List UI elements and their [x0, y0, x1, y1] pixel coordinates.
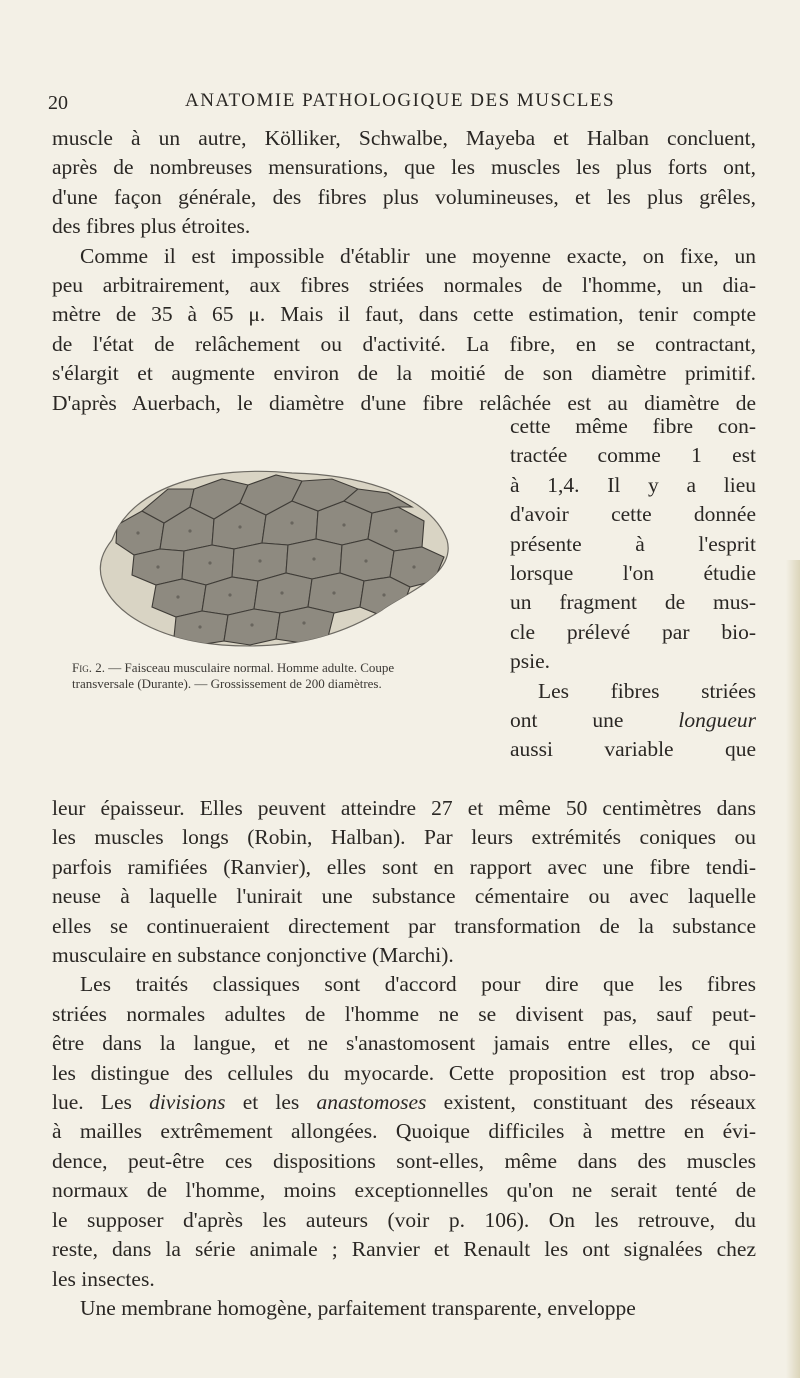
text-line: D'après Auerbach, le diamètre d'une fibre relâchée est au diamètre de	[52, 390, 756, 415]
emphasis-anastomoses: anastomoses	[316, 1090, 427, 1115]
text-line: parfois ramifiées (Ranvier), elles sont en rapport avec une fibre tendi-	[52, 854, 756, 879]
text-span: lue. Les	[52, 1090, 132, 1115]
text-line: les insectes.	[52, 1266, 155, 1291]
text-line: aussi variable que	[510, 737, 756, 762]
wrapped-text-column	[510, 412, 756, 765]
text-line: de l'état de relâchement ou d'activité. La fibre, en se contractant,	[52, 331, 756, 356]
page-number: 20	[48, 92, 68, 114]
paragraph-1	[52, 124, 756, 418]
text-span: et les	[242, 1090, 300, 1115]
text-line: à mailles extrêmement allongées. Quoique difficiles à mettre en évi-	[52, 1119, 756, 1144]
text-line	[510, 706, 756, 735]
figure-label: Fig. 2.	[72, 660, 105, 675]
emphasis-divisions: divisions	[149, 1090, 226, 1115]
text-line: le supposer d'après les auteurs (voir p. 106). On les retrouve, du	[52, 1207, 756, 1232]
caption-line	[72, 660, 492, 676]
text-line: Les fibres striées	[538, 678, 756, 703]
text-line: d'une façon générale, des fibres plus volumineuses, et les plus grêles,	[52, 184, 756, 209]
text-line: d'avoir cette donnée	[510, 502, 756, 527]
text-line: psie.	[510, 649, 551, 674]
text-span: existent, constituant des réseaux	[443, 1090, 757, 1115]
text-line: dence, peut-être ces dispositions sont-elles, même dans des muscles	[52, 1148, 756, 1173]
caption-text: — Faisceau musculaire normal. Homme adulte. Coupe	[108, 660, 395, 675]
text-line: musculaire en substance conjonctive (Marchi).	[52, 943, 454, 968]
figure-caption	[72, 660, 492, 692]
text-line: les muscles longs (Robin, Halban). Par leurs extrémités coniques ou	[52, 825, 756, 850]
text-line: elles se continueraient directement par transformation de la substance	[52, 913, 756, 938]
text-line: reste, dans la série animale ; Ranvier et Renault les ont signalées chez	[52, 1237, 756, 1262]
text-line: mètre de 35 à 65 μ. Mais il faut, dans cette estimation, tenir compte	[52, 302, 756, 327]
text-line: lorsque l'on étudie	[510, 561, 756, 586]
text-line: présente à l'esprit	[510, 531, 756, 556]
text-line: cette même fibre con-	[510, 414, 756, 438]
muscle-section-figure	[72, 445, 477, 657]
emphasis-longueur: longueur	[678, 708, 756, 733]
text-line: Les traités classiques sont d'accord pour dire que les fibres	[80, 972, 756, 997]
text-line	[52, 1088, 756, 1117]
text-line: neuse à laquelle l'unirait une substance cémentaire ou avec laquelle	[52, 884, 756, 909]
text-line: peu arbitrairement, aux fibres striées normales de l'homme, un dia-	[52, 273, 756, 298]
caption-line: transversale (Durante). — Grossissement de 200 diamètres.	[72, 676, 382, 691]
text-line: striées normales adultes de l'homme ne se divisent pas, sauf peut-	[52, 1001, 756, 1026]
text-line: tractée comme 1 est	[510, 443, 756, 468]
muscle-fascicle-illustration	[72, 445, 477, 657]
text-line: un fragment de mus-	[510, 590, 756, 615]
text-span: ont une	[510, 708, 624, 733]
text-line: les distingue des cellules du myocarde. Cette proposition est trop abso-	[52, 1060, 756, 1085]
text-line: muscle à un autre, Kölliker, Schwalbe, Mayeba et Halban concluent,	[52, 126, 756, 150]
text-line: s'élargit et augmente environ de la moitié de son diamètre primitif.	[52, 361, 756, 386]
text-line: Comme il est impossible d'établir une moyenne exacte, on fixe, un	[80, 243, 756, 268]
paragraph-3-5	[52, 794, 756, 1323]
text-line: des fibres plus étroites.	[52, 214, 251, 239]
text-line: être dans la langue, et ne s'anastomosent jamais entre elles, ce qui	[52, 1031, 756, 1056]
text-line: leur épaisseur. Elles peuvent atteindre 27 et même 50 centimètres dans	[52, 796, 756, 820]
text-line: à 1,4. Il y a lieu	[510, 472, 756, 497]
text-line: normaux de l'homme, moins exceptionnelles qu'on ne serait tenté de	[52, 1178, 756, 1203]
text-line: après de nombreuses mensurations, que les muscles les plus forts ont,	[52, 155, 756, 180]
text-line: Une membrane homogène, parfaitement transparente, enveloppe	[80, 1295, 636, 1320]
page-edge-shadow	[786, 560, 800, 1378]
running-title: ANATOMIE PATHOLOGIQUE DES MUSCLES	[184, 90, 616, 111]
text-line: cle prélevé par bio-	[510, 619, 756, 644]
